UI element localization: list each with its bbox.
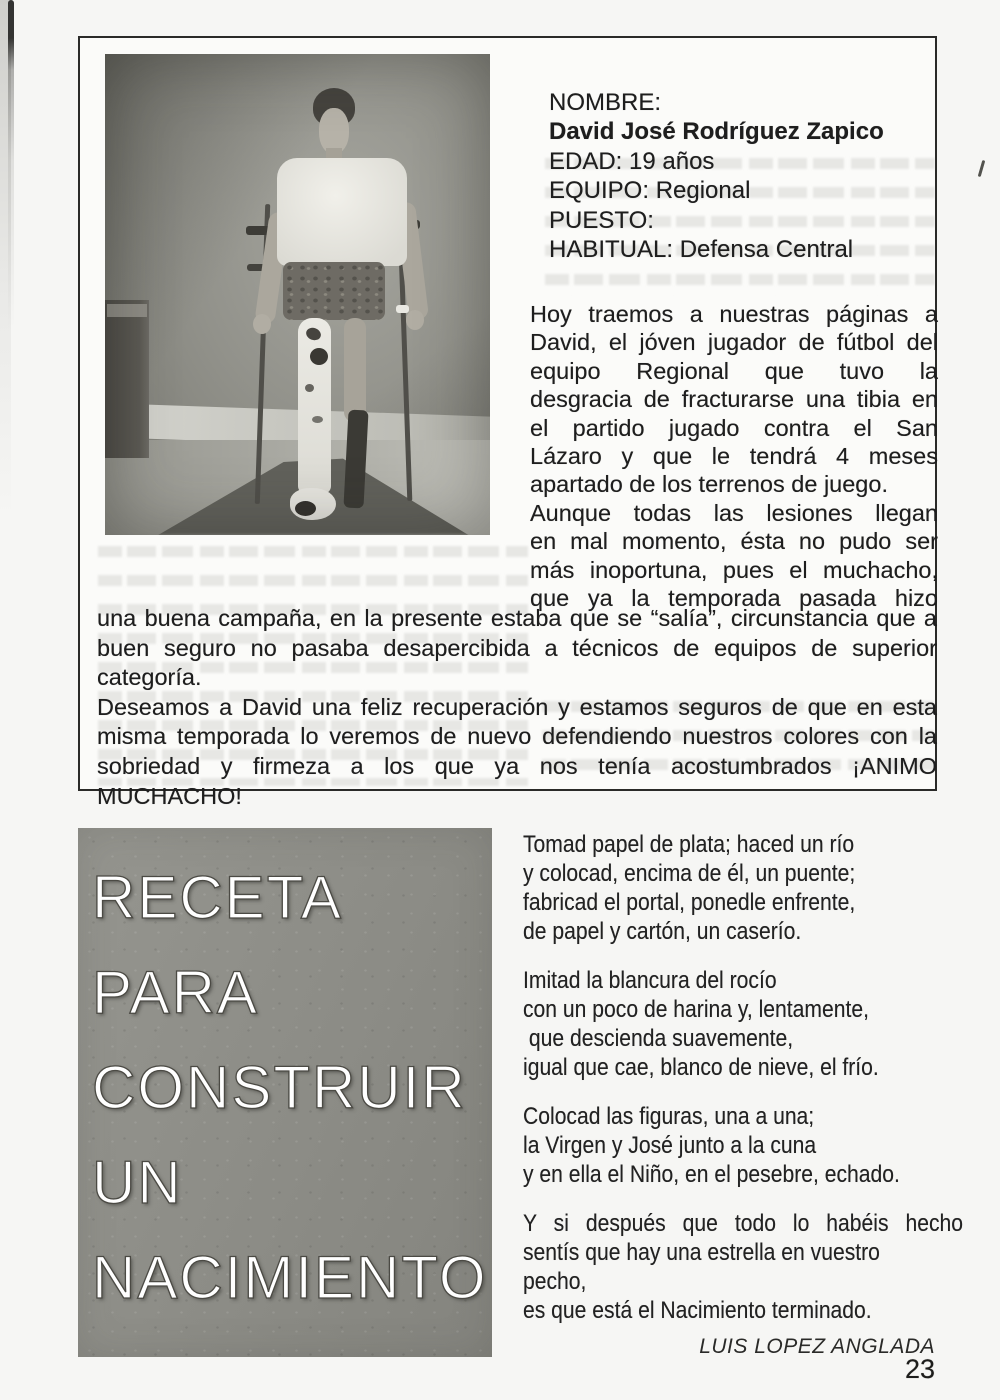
- poem-line: fabricad el portal, ponedle enfrente,: [523, 889, 856, 916]
- poem-stanza-4: [523, 1209, 963, 1325]
- poem-line: sentís que hay una estrella en vuestro: [523, 1239, 880, 1266]
- article-paragraph-4: [97, 693, 937, 811]
- recipe-title-line: CONSTRUIR: [92, 1054, 467, 1121]
- text-line: más inoportuna, pues el muchacho,: [530, 556, 938, 583]
- poem-line: pecho,: [523, 1268, 587, 1295]
- text-line: Deseamos a David una feliz recuperación y estamos seguros de que en esta: [97, 693, 937, 720]
- poem-stanza-3: [523, 1102, 963, 1189]
- poem-line: que descienda suavemente,: [523, 1025, 794, 1052]
- profile-lines: [549, 147, 949, 265]
- poem-line: Colocad las figuras, una a una;: [523, 1103, 815, 1130]
- article-fullwidth-text: [97, 604, 937, 811]
- recipe-title: [92, 850, 492, 1325]
- profile-line: EQUIPO: Regional: [549, 177, 751, 205]
- page-number: 23: [905, 1354, 936, 1384]
- recipe-title-line: RECETA: [92, 864, 343, 931]
- recipe-title-line: PARA: [92, 959, 259, 1026]
- text-line: buen seguro no pasaba desapercibida a técnicos de equipos de superior: [97, 634, 937, 661]
- text-line: en mal momento, ésta no pudo ser: [530, 528, 938, 555]
- text-line: equipo Regional que tuvo la: [530, 357, 938, 384]
- article-paragraph-3: [97, 604, 937, 693]
- profile-line: PUESTO:: [549, 206, 654, 234]
- text-line: misma temporada lo veremos de nuevo defendiendo nuestros colores con la: [97, 723, 937, 750]
- poem-line: Y si después que todo lo habéis hecho: [523, 1210, 963, 1237]
- player-name: David José Rodríguez Zapico: [549, 118, 884, 146]
- text-line: categoría.: [97, 664, 202, 691]
- profile-line: EDAD: 19 años: [549, 147, 715, 175]
- article-column-text: [530, 300, 938, 612]
- player-photo: [105, 54, 490, 535]
- text-line: David, el jóven jugador de fútbol del: [530, 329, 938, 356]
- text-line: desgracia de fracturarse una tibia en: [530, 386, 938, 413]
- poem-author-signature: LUIS LOPEZ ANGLADA: [699, 1335, 935, 1358]
- recipe-title-line: UN: [92, 1149, 183, 1216]
- poem-stanza-2: [523, 966, 963, 1082]
- scan-artifact-bar: [8, 0, 14, 340]
- text-line: apartado de los terrenos de juego.: [530, 471, 888, 498]
- profile-nombre-label: NOMBRE:: [549, 89, 662, 116]
- recipe-title-box: [78, 828, 492, 1357]
- profile-line: HABITUAL: Defensa Central: [549, 236, 854, 264]
- text-line: Lázaro y que le tendrá 4 meses: [530, 443, 938, 470]
- pen-mark: [978, 160, 986, 177]
- text-line: MUCHACHO!: [97, 782, 242, 809]
- article-paragraph-2: [530, 499, 938, 613]
- text-line: Aunque todas las lesiones llegan: [530, 499, 938, 526]
- text-line: el partido jugado contra el San: [530, 414, 938, 441]
- poem-line: la Virgen y José junto a la cuna: [523, 1132, 817, 1159]
- player-profile: [549, 88, 949, 264]
- poem-line: Imitad la blancura del rocío: [523, 967, 777, 994]
- poem-stanza-1: [523, 830, 963, 946]
- poem-line: es que está el Nacimiento terminado.: [523, 1297, 872, 1324]
- poem-line: Tomad papel de plata; haced un río: [523, 831, 855, 858]
- player-feature-box: [78, 36, 938, 809]
- recipe-title-line: NACIMIENTO: [92, 1244, 488, 1311]
- photo-vignette: [105, 54, 490, 535]
- poem-line: igual que cae, blanco de nieve, el frío.: [523, 1054, 879, 1081]
- text-line: una buena campaña, en la presente estaba que se “salía”, circunstancia que a: [97, 605, 937, 631]
- poem-line: y colocad, encima de él, un puente;: [523, 860, 856, 887]
- text-line: que ya la temporada pasada hizo: [530, 585, 938, 612]
- text-line: Hoy traemos a nuestras páginas a: [530, 301, 938, 327]
- poem-line: y en ella el Niño, en el pesebre, echado.: [523, 1161, 900, 1188]
- poem: [523, 830, 963, 1345]
- poem-line: con un poco de harina y, lentamente,: [523, 996, 869, 1023]
- poem-line: de papel y cartón, un caserío.: [523, 918, 802, 945]
- article-paragraph-1: [530, 300, 938, 499]
- text-line: sobriedad y firmeza a los que ya nos tenía acostumbrados ¡ANIMO: [97, 752, 937, 779]
